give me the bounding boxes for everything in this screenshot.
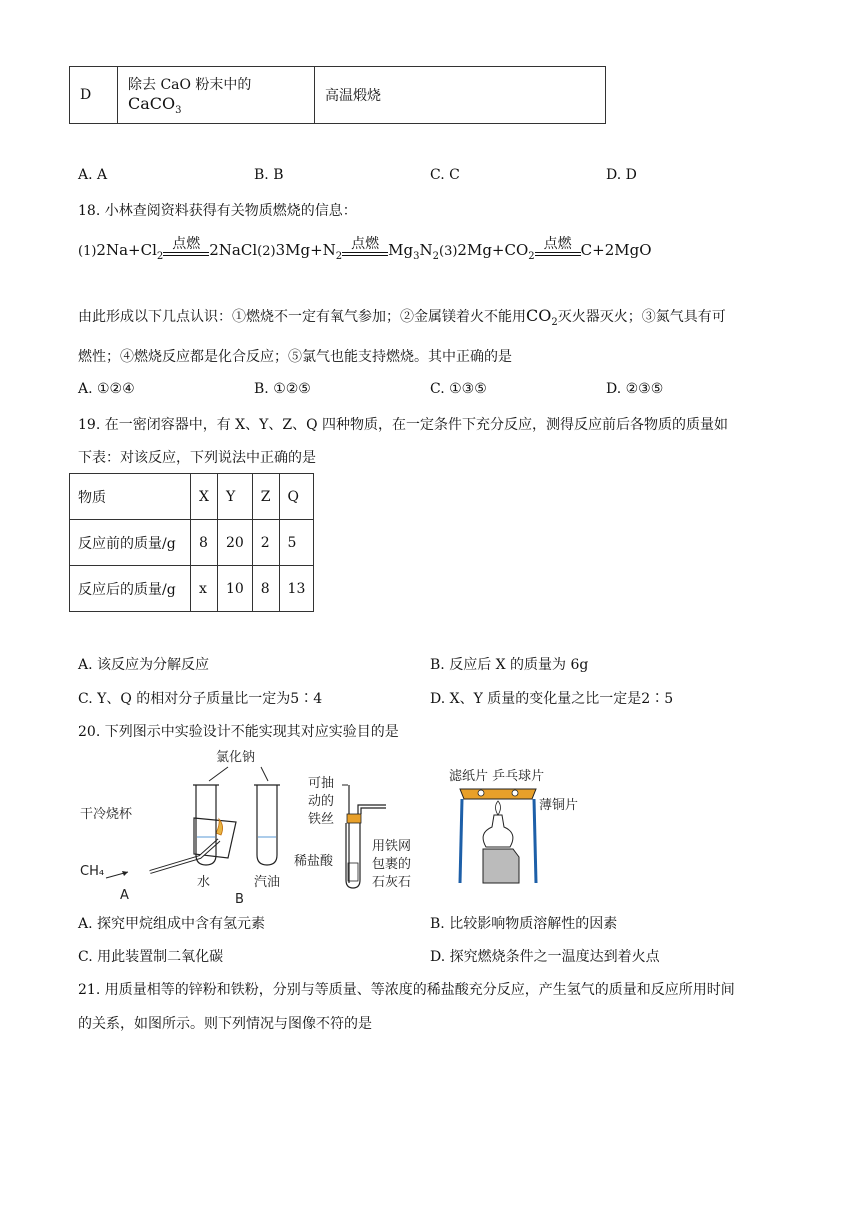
q19-option-d: D. X、Y 质量的变化量之比一定是2∶5 [430,691,674,707]
svg-text:B: B [235,892,244,905]
svg-text:石灰石: 石灰石 [372,875,412,890]
svg-text:汽油: 汽油 [254,875,281,890]
q20-figure [76,745,636,905]
q19-option-c: C. Y、Q 的相对分子质量比一定为5∶4 [78,691,323,707]
q20-option-c: C. 用此装置制二氧化碳 [78,949,224,965]
q20-option-a: A. 探究甲烷组成中含有氢元素 [78,916,266,932]
stand-block [483,849,519,883]
q21-line1: 21. 用质量相等的锌粉和铁粉，分别与等质量、等浓度的稀盐酸充分反应，产生氢气的质量和反应所用时间 [78,982,735,998]
equation-arrow: 点燃 [163,236,209,262]
svg-text:包裹的: 包裹的 [372,857,412,872]
q18-equations: $(1)2Na+Cl_2$ 点燃 $2NaCl(2)3Mg+N_2$ 点燃 $Mg_3N_2(3)2Mg+CO_2$ 点燃 C+2MgO [78,236,652,262]
table-row: 反应前的质量/g 8 20 2 5 [70,520,314,566]
q18-option-b: B. ①②⑤ [254,381,311,397]
svg-text:A: A [120,888,129,903]
q17-option-d: D. D [606,167,637,183]
equation-arrow: 点燃 [535,236,581,262]
q19-option-b: B. 反应后 X 的质量为 6g [430,657,589,673]
row-desc: 除去 CaO 粉末中的CaCO$_3$ [118,67,315,124]
svg-text:CH₄: CH₄ [80,864,105,879]
table-row: 反应后的质量/g x 10 8 13 [70,566,314,612]
flame-icon [496,801,501,815]
q17-option-b: B. B [254,167,284,183]
q20-option-d: D. 探究燃烧条件之一温度达到着火点 [430,949,660,965]
figure-c [294,775,411,890]
top-table [69,66,606,124]
svg-text:动的: 动的 [308,794,335,809]
q19-option-a: A. 该反应为分解反应 [78,657,210,673]
svg-text:可抽: 可抽 [308,776,335,791]
q20-option-b: B. 比较影响物质溶解性的因素 [430,916,618,932]
figure-d [449,768,578,883]
svg-text:氯化钠: 氯化钠 [216,750,256,765]
q17-option-a: A. A [78,167,108,183]
svg-text:滤纸片 乒乓球片: 滤纸片 乒乓球片 [449,769,545,784]
q19-line1: 19. 在一密闭容器中，有 X、Y、Z、Q 四种物质，在一定条件下充分反应，测得反应前后各物质的质量如 [78,417,729,433]
svg-text:稀盐酸: 稀盐酸 [294,854,334,869]
q18-option-c: C. ①③⑤ [430,381,487,397]
q18-option-d: D. ②③⑤ [606,381,664,397]
q20-stem: 20. 下列图示中实验设计不能实现其对应实验目的是 [78,724,399,740]
table-row: 物质 X Y Z Q [70,474,314,520]
svg-text:薄铜片: 薄铜片 [539,798,579,813]
row-method: 高温煅烧 [315,67,606,124]
svg-text:干冷烧杯: 干冷烧杯 [80,807,133,822]
row-letter: D [70,67,118,124]
q18-line2: 燃性；④燃烧反应都是化合反应；⑤氯气也能支持燃烧。其中正确的是 [78,349,512,365]
table-row [70,67,606,124]
q18-stem: 18. 小林查阅资料获得有关物质燃烧的信息： [78,203,357,219]
svg-text:水: 水 [197,875,211,890]
q21-line2: 的关系，如图所示。则下列情况与图像不符的是 [78,1016,372,1032]
mass-table [69,473,314,612]
q19-line2: 下表：对该反应，下列说法中正确的是 [78,450,316,466]
q18-option-a: A. ①②④ [78,381,135,397]
svg-text:用铁网: 用铁网 [372,839,412,854]
figure-a [80,806,236,903]
equation-arrow: 点燃 [342,236,388,262]
q18-line1: 由此形成以下几点认识：①燃烧不一定有氧气参加；②金属镁着火不能用$CO_2$灭火器灭火；③氮气具有可 [78,306,726,328]
q17-option-c: C. C [430,167,460,183]
svg-text:铁丝: 铁丝 [308,812,335,827]
